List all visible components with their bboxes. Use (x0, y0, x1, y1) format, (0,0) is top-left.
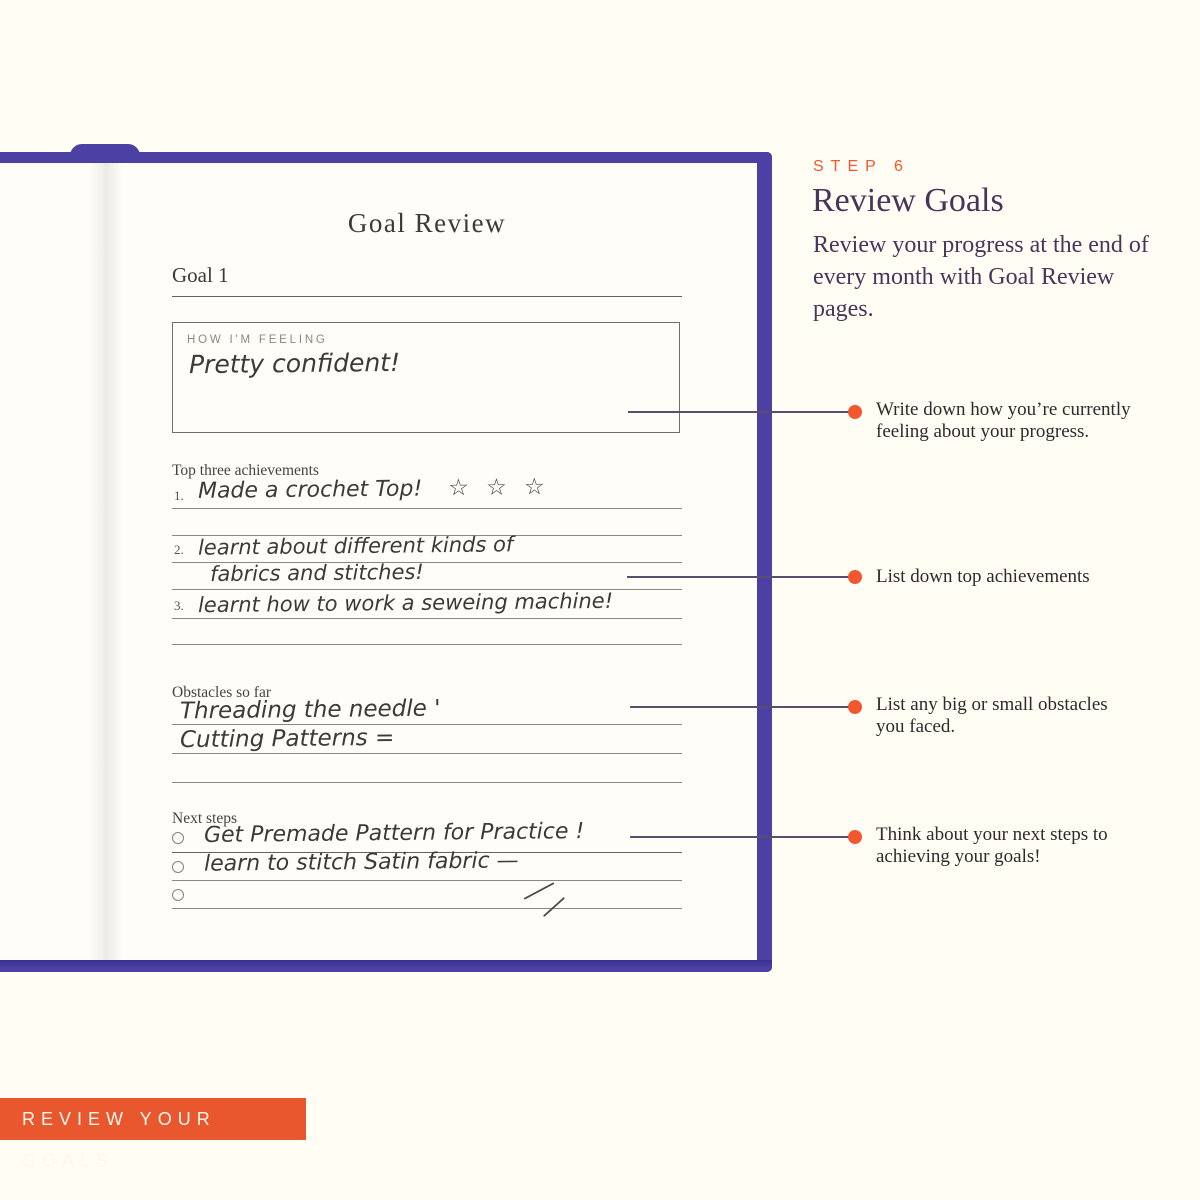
star-doodles: ☆ ☆ ☆ (448, 474, 550, 502)
next-step-rule-2 (172, 880, 682, 881)
annotation-dot-obstacles (848, 700, 862, 714)
page-title: Goal Review (347, 208, 507, 238)
annotation-achievements-line1: List down top achievements (876, 566, 1090, 587)
obstacle-rule-3 (172, 782, 682, 783)
step-eyebrow: STEP 6 (813, 158, 910, 175)
checkbox-circle-1 (172, 832, 184, 844)
achievement-rule-5 (172, 618, 682, 619)
annotation-feeling-line2: feeling about your progress. (876, 421, 1090, 442)
annotation-dot-achievements (848, 570, 862, 584)
notebook-cover-top-edge (0, 152, 772, 163)
feeling-box-label: HOW I'M FEELING (187, 334, 328, 346)
annotation-dot-next-steps (848, 830, 862, 844)
obstacle-rule-2 (172, 753, 682, 754)
achievement-rule-1 (172, 508, 682, 509)
spine-shadow (88, 163, 122, 960)
achievement-number-3: 3. (174, 598, 184, 613)
annotation-next-steps-line2: achieving your goals! (876, 846, 1041, 867)
achievement-handwriting-3: learnt how to work a seweing machine! (197, 588, 614, 618)
goal-label: Goal 1 (172, 263, 229, 287)
annotation-achievements (876, 566, 1176, 588)
next-step-rule-3 (172, 908, 682, 909)
achievement-handwriting-2a: learnt about different kinds of (197, 532, 514, 560)
obstacle-rule-1 (172, 724, 682, 725)
bottom-banner: REVIEW YOUR GOALS (0, 1098, 306, 1140)
achievement-number-1: 1. (174, 488, 184, 503)
annotation-obstacles-line2: you faced. (876, 716, 956, 737)
connector-line-obstacles (630, 706, 855, 708)
feeling-handwriting: Pretty confident! (188, 347, 401, 380)
notebook-cover-bottom-edge (0, 960, 772, 972)
step-title: Review Goals (812, 182, 1004, 219)
annotation-feeling (876, 399, 1176, 443)
annotation-dot-feeling (848, 405, 862, 419)
annotation-next-steps-line1: Think about your next steps to (876, 824, 1108, 845)
achievement-text-1: Made a crochet Top! (197, 476, 423, 504)
achievement-handwriting-2b: fabrics and stitches! (209, 559, 424, 587)
achievement-number-2: 2. (174, 542, 184, 557)
achievement-handwriting-1 (198, 474, 550, 504)
connector-line-feeling (628, 411, 855, 413)
step-description: Review your progress at the end of every month with Goal Review pages. (813, 232, 1149, 322)
notebook-cover-right-edge (757, 152, 772, 972)
achievements-label: Top three achievements (172, 462, 319, 479)
obstacles-label: Obstacles so far (172, 684, 271, 701)
next-step-handwriting-2: learn to stitch Satin fabric — (203, 848, 519, 877)
goal-rule (172, 296, 682, 297)
annotation-feeling-line1: Write down how you’re currently (876, 399, 1131, 420)
annotation-obstacles (876, 694, 1176, 738)
obstacle-handwriting-1: Threading the needle ' (179, 695, 441, 725)
feeling-box (172, 322, 680, 433)
connector-line-achievements (627, 576, 855, 578)
obstacle-handwriting-2: Cutting Patterns = (179, 724, 395, 754)
next-step-handwriting-1: Get Premade Pattern for Practice ! (203, 819, 585, 848)
next-steps-label: Next steps (172, 810, 238, 827)
annotation-next-steps (876, 824, 1176, 868)
annotation-obstacles-line1: List any big or small obstacles (876, 694, 1108, 715)
checkbox-circle-3 (172, 889, 184, 901)
achievement-rule-6 (172, 644, 682, 645)
connector-line-next-steps (630, 836, 855, 838)
checkbox-circle-2 (172, 861, 184, 873)
